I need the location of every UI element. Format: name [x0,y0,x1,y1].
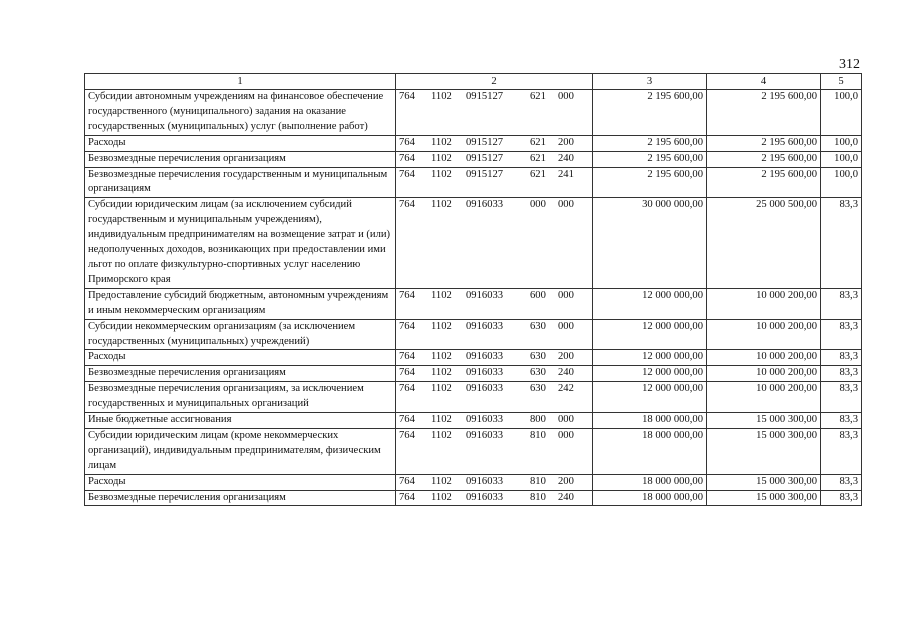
row-name: Безвозмездные перечисления организациям [85,151,396,167]
economic-code: 242 [558,383,574,395]
ministry-code: 764 [399,475,415,487]
row-codes [396,413,593,429]
planned-amount: 18 000 000,00 [593,428,707,474]
actual-amount: 15 000 300,00 [707,490,821,506]
economic-code: 000 [558,429,574,441]
expense-type-code: 621 [530,91,546,102]
execution-percent: 83,3 [821,490,862,506]
header-col-1: 1 [85,74,396,90]
execution-percent: 83,3 [821,288,862,319]
ministry-code: 764 [399,136,415,148]
target-code: 0916033 [466,289,504,301]
expense-type-code: 621 [530,136,546,148]
budget-table [84,73,862,506]
actual-amount: 10 000 200,00 [707,382,821,413]
row-name: Субсидии юридическим лицам (кроме некоммерческих организаций), индивидуальным предпринимателям, физическим лицам [85,428,396,474]
row-name: Безвозмездные перечисления государственным и муниципальным организациям [85,167,396,198]
table-row [85,167,862,198]
target-code: 0916033 [466,429,504,441]
expense-type-code: 621 [530,168,546,180]
economic-code: 000 [558,320,574,332]
planned-amount: 12 000 000,00 [593,319,707,350]
actual-amount: 2 195 600,00 [707,151,821,167]
table-row [85,135,862,151]
target-code: 0916033 [466,367,504,379]
planned-amount: 18 000 000,00 [593,474,707,490]
target-code: 0916033 [466,491,504,503]
planned-amount: 18 000 000,00 [593,490,707,506]
ministry-code: 764 [399,491,415,503]
execution-percent: 83,3 [821,319,862,350]
row-codes [396,167,593,198]
section-code: 1102 [431,475,452,487]
row-codes [396,90,593,136]
header-col-2: 2 [396,74,593,90]
section-code: 1102 [431,383,452,395]
planned-amount: 12 000 000,00 [593,366,707,382]
table-row [85,198,862,288]
planned-amount: 12 000 000,00 [593,350,707,366]
actual-amount: 2 195 600,00 [707,90,821,136]
row-name: Предоставление субсидий бюджетным, автономным учреждениям и иным некоммерческим организациям [85,288,396,319]
target-code: 0915127 [466,91,504,102]
economic-code: 000 [558,91,574,102]
ministry-code: 764 [399,289,415,301]
ministry-code: 764 [399,383,415,395]
ministry-code: 764 [399,168,415,180]
target-code: 0915127 [466,136,504,148]
section-code: 1102 [431,429,452,441]
section-code: 1102 [431,91,452,102]
table-row [85,350,862,366]
execution-percent: 100,0 [821,151,862,167]
section-code: 1102 [431,320,452,332]
ministry-code: 764 [399,414,415,426]
page-number: 312 [839,57,860,72]
table-row [85,319,862,350]
planned-amount: 12 000 000,00 [593,288,707,319]
execution-percent: 100,0 [821,90,862,136]
target-code: 0916033 [466,475,504,487]
ministry-code: 764 [399,199,415,211]
economic-code: 000 [558,414,574,426]
actual-amount: 2 195 600,00 [707,135,821,151]
ministry-code: 764 [399,367,415,379]
ministry-code: 764 [399,429,415,441]
planned-amount: 30 000 000,00 [593,198,707,288]
expense-type-code: 621 [530,152,546,164]
row-name: Расходы [85,350,396,366]
target-code: 0916033 [466,414,504,426]
execution-percent: 83,3 [821,350,862,366]
row-name: Безвозмездные перечисления организациям [85,490,396,506]
table-row [85,428,862,474]
table-row [85,366,862,382]
actual-amount: 2 195 600,00 [707,167,821,198]
economic-code: 240 [558,367,574,379]
row-name: Безвозмездные перечисления организациям [85,366,396,382]
expense-type-code: 630 [530,383,546,395]
actual-amount: 10 000 200,00 [707,350,821,366]
target-code: 0916033 [466,351,504,363]
ministry-code: 764 [399,152,415,164]
ministry-code: 764 [399,320,415,332]
expense-type-code: 810 [530,429,546,441]
execution-percent: 100,0 [821,135,862,151]
economic-code: 240 [558,491,574,503]
row-codes [396,288,593,319]
row-name: Субсидии некоммерческим организациям (за исключением государственных (муниципальных) учреждений) [85,319,396,350]
row-codes [396,428,593,474]
section-code: 1102 [431,491,452,503]
target-code: 0916033 [466,383,504,395]
section-code: 1102 [431,289,452,301]
table-row [85,413,862,429]
ministry-code: 764 [399,351,415,363]
economic-code: 000 [558,199,574,211]
table-row [85,288,862,319]
actual-amount: 10 000 200,00 [707,366,821,382]
planned-amount: 2 195 600,00 [593,167,707,198]
planned-amount: 18 000 000,00 [593,413,707,429]
economic-code: 240 [558,152,574,164]
execution-percent: 83,3 [821,474,862,490]
actual-amount: 10 000 200,00 [707,288,821,319]
row-name: Расходы [85,135,396,151]
target-code: 0915127 [466,152,504,164]
expense-type-code: 000 [530,199,546,211]
economic-code: 200 [558,351,574,363]
economic-code: 200 [558,475,574,487]
expense-type-code: 800 [530,414,546,426]
execution-percent: 83,3 [821,382,862,413]
section-code: 1102 [431,351,452,363]
target-code: 0916033 [466,199,504,211]
target-code: 0915127 [466,168,504,180]
header-col-4: 4 [707,74,821,90]
row-codes [396,366,593,382]
row-name: Иные бюджетные ассигнования [85,413,396,429]
expense-type-code: 810 [530,475,546,487]
expense-type-code: 630 [530,367,546,379]
planned-amount: 2 195 600,00 [593,151,707,167]
expense-type-code: 630 [530,320,546,332]
section-code: 1102 [431,414,452,426]
planned-amount: 2 195 600,00 [593,90,707,136]
row-codes [396,319,593,350]
row-name: Субсидии автономным учреждениям на финансовое обеспечение государственного (муниципального) задания на оказание государственных (муниципальных) услуг (выполнение работ) [85,90,396,136]
target-code: 0916033 [466,320,504,332]
execution-percent: 100,0 [821,167,862,198]
execution-percent: 83,3 [821,413,862,429]
row-codes [396,382,593,413]
planned-amount: 2 195 600,00 [593,135,707,151]
expense-type-code: 630 [530,351,546,363]
section-code: 1102 [431,367,452,379]
expense-type-code: 810 [530,491,546,503]
table-row [85,474,862,490]
row-codes [396,490,593,506]
table-row [85,151,862,167]
economic-code: 000 [558,289,574,301]
section-code: 1102 [431,199,452,211]
table-row [85,490,862,506]
planned-amount: 12 000 000,00 [593,382,707,413]
expense-type-code: 600 [530,289,546,301]
row-codes [396,151,593,167]
row-codes [396,350,593,366]
ministry-code: 764 [399,91,415,102]
execution-percent: 83,3 [821,428,862,474]
row-name: Субсидии юридическим лицам (за исключением субсидий государственным и муниципальным учреждениям), индивидуальным предпринимателям на возмещение затрат и (или) недополученных доходов, возникающих при предоставлении ими льгот по оплате физкультурно-спортивных услуг населению Приморского края [85,198,396,288]
row-name: Расходы [85,474,396,490]
economic-code: 241 [558,168,574,180]
header-row [85,74,862,90]
execution-percent: 83,3 [821,198,862,288]
table-row [85,90,862,136]
row-codes [396,474,593,490]
table-row [85,382,862,413]
section-code: 1102 [431,136,452,148]
actual-amount: 10 000 200,00 [707,319,821,350]
section-code: 1102 [431,168,452,180]
execution-percent: 83,3 [821,366,862,382]
actual-amount: 25 000 500,00 [707,198,821,288]
actual-amount: 15 000 300,00 [707,428,821,474]
actual-amount: 15 000 300,00 [707,474,821,490]
actual-amount: 15 000 300,00 [707,413,821,429]
row-codes [396,135,593,151]
header-col-3: 3 [593,74,707,90]
header-col-5: 5 [821,74,862,90]
economic-code: 200 [558,136,574,148]
row-name: Безвозмездные перечисления организациям, за исключением государственных и муниципальных организаций [85,382,396,413]
row-codes [396,198,593,288]
section-code: 1102 [431,152,452,164]
